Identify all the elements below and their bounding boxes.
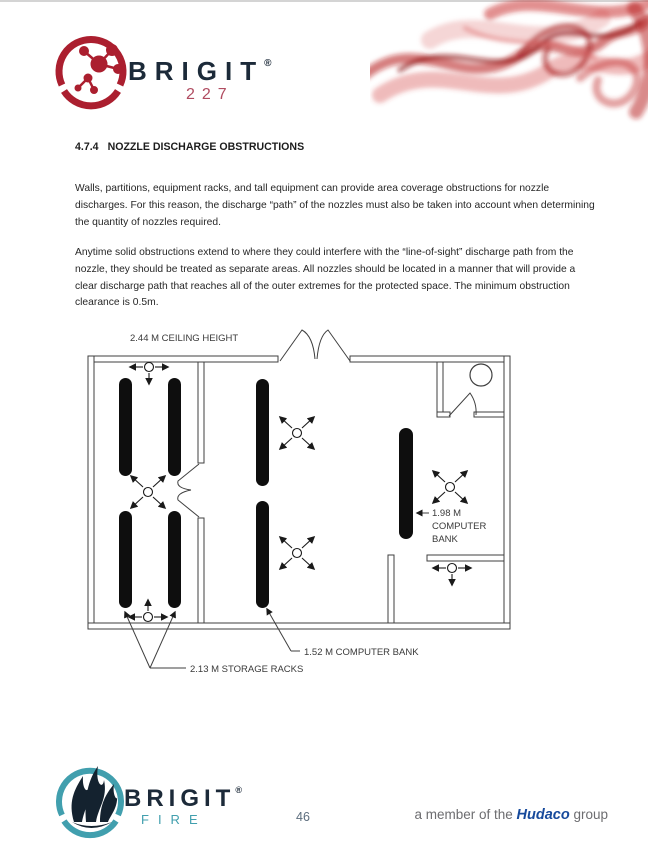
section-number: 4.7.4 <box>75 141 99 153</box>
corner-room-equipment-circle <box>470 364 492 386</box>
nozzle-icon <box>130 363 168 385</box>
registered-mark: ® <box>264 58 272 69</box>
member-prefix: a member of the <box>414 807 517 822</box>
header-brand-model: 227 <box>186 86 234 103</box>
header-brand-name <box>128 56 271 87</box>
computer-bank-198 <box>399 428 413 539</box>
group-membership-line <box>414 807 608 823</box>
hudaco-brand: Hudaco <box>516 807 570 823</box>
top-wall-left <box>88 356 278 362</box>
section-heading <box>75 141 304 153</box>
floor-plan-diagram <box>85 320 517 682</box>
smoke-swirls <box>370 4 648 112</box>
storage-rack <box>119 378 132 476</box>
bottom-wall <box>88 623 510 629</box>
footer-brand-sub: FIRE <box>141 812 207 827</box>
section-title: NOZZLE DISCHARGE OBSTRUCTIONS <box>107 141 305 153</box>
storage-rack <box>168 378 181 476</box>
molecule-nodes <box>75 45 123 94</box>
corner-room-bottom-wall-left <box>437 412 450 417</box>
nozzle-icon <box>129 600 167 622</box>
computer-bank-152 <box>256 501 269 608</box>
computer-bank-198-label: 1.98 M <box>432 508 462 519</box>
nozzle-icon <box>433 471 467 503</box>
footer-brand-name <box>124 785 242 813</box>
brigit-molecule-icon <box>52 30 132 112</box>
bottom-right-soffit <box>427 555 504 561</box>
brand-text: BRIGIT <box>128 56 265 86</box>
smoke-graphic <box>370 0 648 126</box>
storage-rack <box>119 511 132 608</box>
storage-room-wall-lower <box>198 518 204 623</box>
paragraph-1: Walls, partitions, equipment racks, and tall equipment can provide area coverage obstructions for nozzle discharges. For this reason, the discharge “path” of the nozzles must also be taken into account when determining the quantity of nozzles required. <box>75 183 595 228</box>
right-wall <box>504 356 510 629</box>
nozzle-icon <box>433 564 471 586</box>
computer-bank-152 <box>256 379 269 486</box>
left-wall <box>88 356 94 629</box>
registered-mark: ® <box>235 785 242 795</box>
top-wall-right <box>350 356 510 362</box>
computer-bank-198-label: BANK <box>432 534 458 545</box>
nozzle-icon <box>131 476 165 508</box>
member-suffix: group <box>569 807 608 822</box>
page-number: 46 <box>296 810 310 824</box>
ceiling-height-label: 2.44 M CEILING HEIGHT <box>130 333 239 344</box>
computer-bank-152-label: 1.52 M COMPUTER BANK <box>304 647 419 658</box>
brigit-fire-flame-icon <box>56 761 126 839</box>
corner-room-door <box>449 393 476 416</box>
paragraph-2: Anytime solid obstructions extend to where they could interfere with the “line-of-sight” discharge path from the nozzle, they should be treated as separate areas. All nozzles should be located in a manner that will provide a clear discharge path that reaches all of the outer extremes for the protected space. The minimum obstruction clearance is 0.5m. <box>75 247 576 309</box>
double-door-top-right-leaf <box>317 330 350 361</box>
corner-room-bottom-wall-right <box>474 412 504 417</box>
storage-racks-label: 2.13 M STORAGE RACKS <box>190 664 304 675</box>
storage-room-wall-upper <box>198 362 204 463</box>
storage-room-door-lower-leaf <box>178 490 199 517</box>
storage-rack <box>168 511 181 608</box>
brand-text: BRIGIT <box>124 785 236 812</box>
computer-bank-198-label: COMPUTER <box>432 521 487 532</box>
corner-room-left-wall <box>437 362 443 412</box>
nozzle-icon <box>280 537 314 569</box>
bottom-right-partition <box>388 555 394 623</box>
double-door-top-left-leaf <box>280 330 315 361</box>
nozzle-icon <box>280 417 314 449</box>
